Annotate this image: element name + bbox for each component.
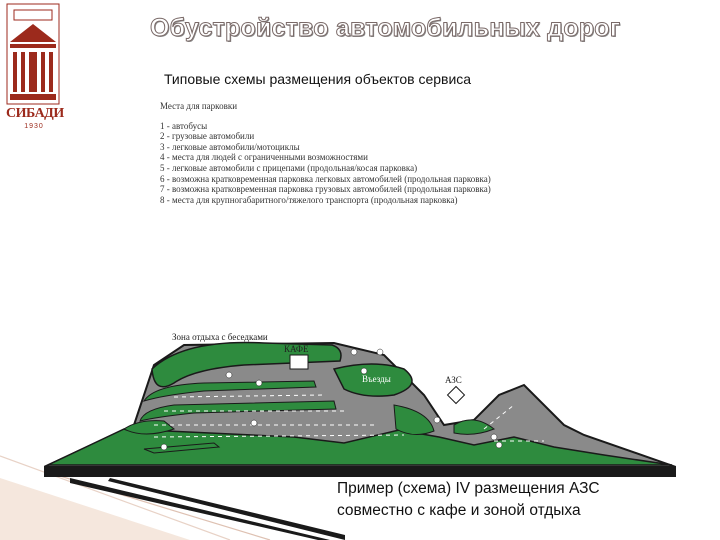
legend-item: 1 - автобусы [160,120,208,131]
caption-line: совместно с кафе и зоной отдыха [337,502,581,519]
entrance-label: Въезды [362,374,391,384]
main-road [44,467,676,477]
page-title: Обустройство автомобильных дорог [150,14,621,42]
legend-item: 7 - возможна кратковременная парковка грузовых автомобилей (продольная парковка) [160,184,491,195]
logo-year: 1930 [24,123,44,130]
service-area-diagram [44,325,676,478]
gas-station-label: АЗС [445,375,462,385]
legend-item: 2 - грузовые автомобили [160,131,255,142]
rest-zone-label: Зона отдыха с беседками [172,332,268,342]
caption-line: Пример (схема) IV размещения АЗС [337,480,600,497]
legend-item: 4 - места для людей с ограниченными возможностями [160,152,368,163]
cafe-building [290,355,308,369]
legend-heading: Места для парковки [160,101,238,111]
legend-item: 3 - легковые автомобили/мотоциклы [160,141,300,152]
logo-wordmark: СИБАДИ [6,106,64,121]
gas-station-building [448,387,465,404]
legend-item: 8 - места для крупногабаритного/тяжелого транспорта (продольная парковка) [160,194,458,205]
legend-item: 5 - легковые автомобили с прицепами (продольная/косая парковка) [160,162,418,173]
legend-item: 6 - возможна кратковременная парковка легковых автомобилей (продольная парковка) [160,173,491,184]
cafe-label: КАФЕ [284,344,309,354]
page-subtitle: Типовые схемы размещения объектов сервиса [164,71,472,87]
diagram-caption [337,478,600,522]
